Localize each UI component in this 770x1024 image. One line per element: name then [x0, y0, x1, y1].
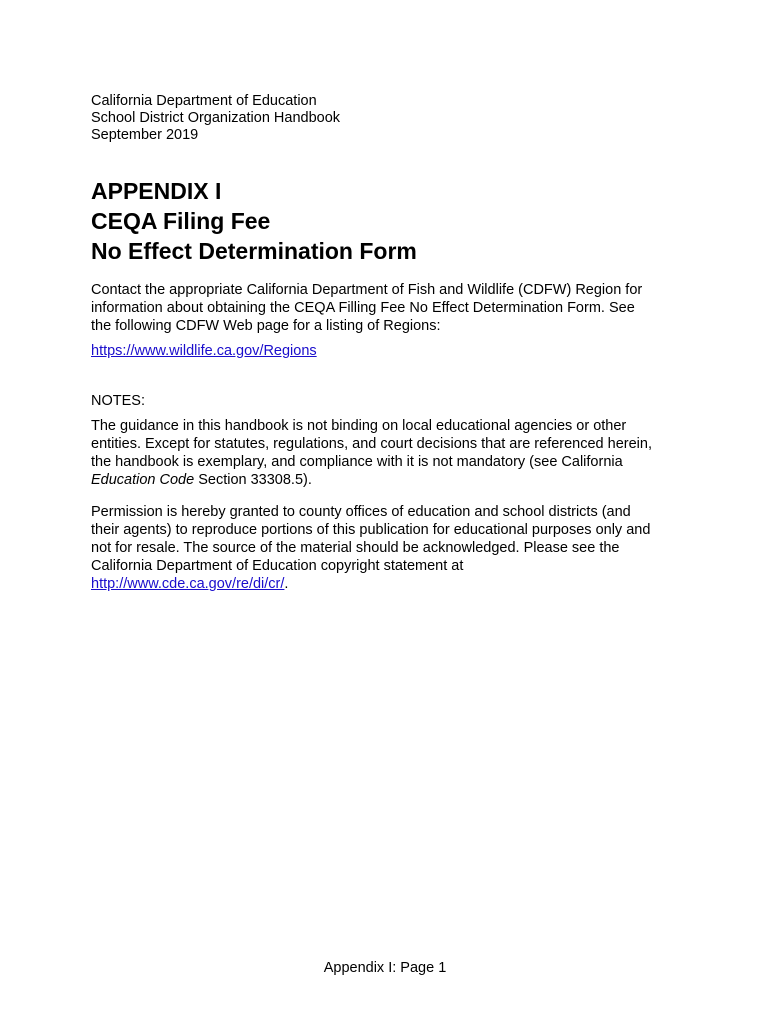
- notes-line: California Department of Education copyright statement at: [91, 558, 464, 574]
- header-date: September 2019: [91, 127, 199, 143]
- copyright-link[interactable]: http://www.cde.ca.gov/re/di/cr/: [91, 576, 285, 592]
- regions-link-paragraph: [91, 342, 691, 360]
- notes-line: Permission is hereby granted to county offices of education and school districts (and: [91, 504, 631, 520]
- education-code-citation: Education Code: [91, 472, 195, 488]
- intro-line: Contact the appropriate California Department of Fish and Wildlife (CDFW) Region for: [91, 282, 643, 298]
- title-appendix: APPENDIX I: [91, 178, 222, 204]
- notes-line: [91, 575, 691, 593]
- page-title: [91, 176, 417, 266]
- page-footer: Appendix I: Page 1: [323, 960, 447, 976]
- notes-line: [91, 471, 691, 489]
- intro-line: information about obtaining the CEQA Filling Fee No Effect Determination Form. See: [91, 300, 635, 316]
- header-organization: California Department of Education: [91, 93, 317, 109]
- header-handbook-title: School District Organization Handbook: [91, 110, 341, 126]
- link-suffix: .: [284, 576, 289, 592]
- notes-paragraph-permission: [91, 503, 691, 593]
- notes-heading: NOTES:: [91, 393, 145, 409]
- regions-link[interactable]: https://www.wildlife.ca.gov/Regions: [91, 343, 317, 359]
- notes-line: The guidance in this handbook is not binding on local educational agencies or other: [91, 418, 627, 434]
- title-subject: CEQA Filing Fee: [91, 208, 271, 234]
- title-form-name: No Effect Determination Form: [91, 238, 417, 264]
- intro-paragraph: [91, 281, 691, 335]
- notes-line: not for resale. The source of the material should be acknowledged. Please see the: [91, 540, 620, 556]
- notes-paragraph-guidance: [91, 417, 691, 489]
- document-header: [91, 93, 340, 144]
- intro-line: the following CDFW Web page for a listing of Regions:: [91, 318, 441, 334]
- notes-line: entities. Except for statutes, regulations, and court decisions that are referenced herein,: [91, 436, 652, 452]
- notes-line: their agents) to reproduce portions of this publication for educational purposes only and: [91, 522, 651, 538]
- section-reference: Section 33308.5).: [194, 472, 312, 488]
- notes-line: the handbook is exemplary, and compliance with it is not mandatory (see California: [91, 454, 623, 470]
